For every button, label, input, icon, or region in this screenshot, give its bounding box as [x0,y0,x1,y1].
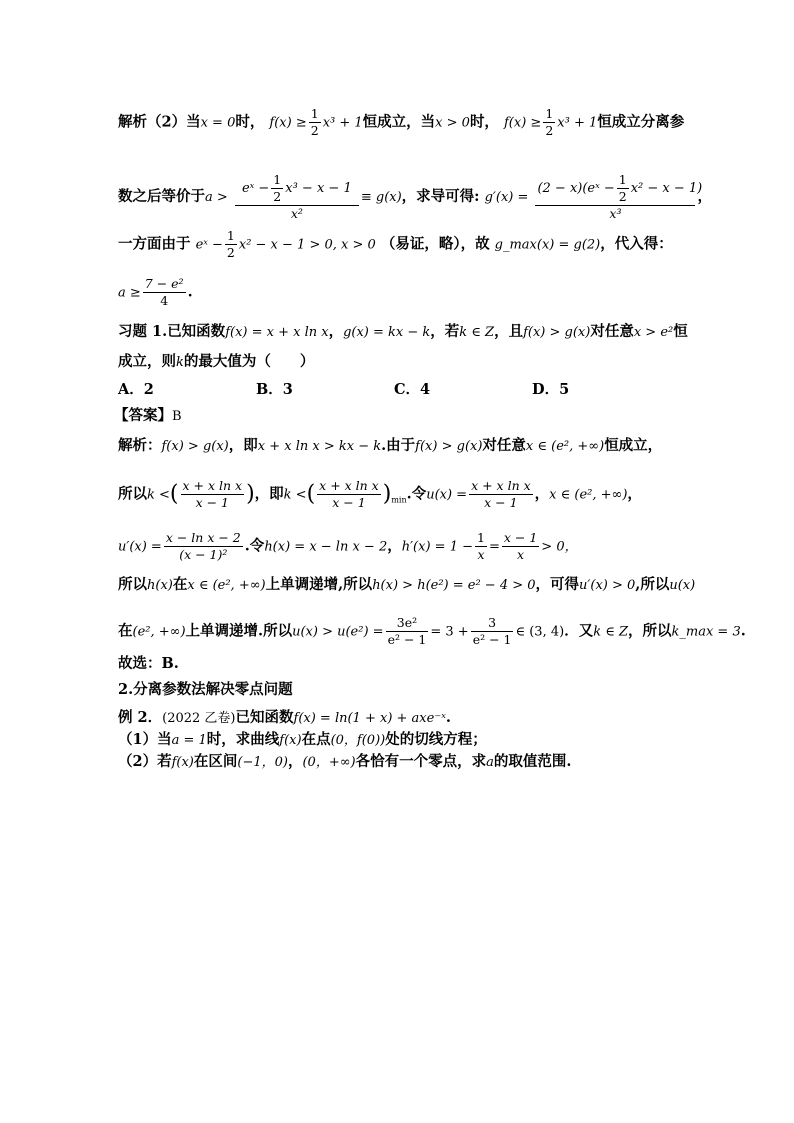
text: 数之后等价于 [118,188,205,205]
text: ,所以 [338,576,373,593]
answer-label: 【答案】 [114,407,172,424]
fraction-g-prime [535,172,703,222]
fraction-denominator: x³ [609,206,622,221]
fraction-denominator: 2 [545,123,554,138]
math: x ∈ (e², +∞) [187,578,266,593]
text: ， [287,753,303,770]
text: 在区间 [193,753,238,770]
fraction-denominator: 2 [226,245,235,260]
text: ．又 [564,622,594,640]
text: ， [697,188,712,205]
math: u(x) > u(e²) = [292,624,384,640]
text: 所以 [118,485,147,503]
math: h(x) [147,578,173,593]
text: ， [627,485,642,503]
paren-close: ) [382,481,392,507]
text: 各恰有一个零点，求 [355,753,487,770]
paren-open: ( [169,481,179,507]
text: .令 [244,537,265,555]
analysis-line-3 [118,228,673,261]
solution-label: 解析： [118,437,162,454]
fraction [502,530,539,563]
text: 的取值范围. [493,753,572,770]
math: f(x) > g(x) [415,439,483,454]
math: u′(x) = [118,539,162,555]
text: 成立，则 [118,353,176,370]
fraction [181,478,245,511]
analysis-label: 解析（2） [118,113,187,131]
text: ，代入得： [600,235,673,253]
math: > 0， [541,539,578,555]
solution-line-3 [118,530,578,563]
math: f(x) [171,755,194,770]
text: ， [387,537,402,555]
fraction-numerator: x − ln x − 2 [165,530,241,545]
text: 时，求曲线 [206,731,280,748]
text: .由于 [381,437,416,454]
fraction-numerator: 1 [618,172,627,187]
math: u′(x) > 0 [579,578,636,593]
text: 恒成立， [604,437,663,454]
text: 时， [469,113,499,131]
example-question-1 [118,730,487,751]
math-x-gt-0: x > 0 [435,115,470,131]
text: . [187,283,193,301]
math-fx: f(x) = x + x ln x [225,325,329,340]
fraction-half [617,172,629,205]
text: 所以 [118,576,147,593]
fraction-denominator: (x − 1)² [179,547,228,562]
math: = [488,539,500,555]
fraction-numerator [235,172,359,206]
fraction [469,478,533,511]
text: 上单调递增 [265,576,339,593]
example-line-1 [118,708,451,729]
text: 已知函数 [167,323,226,340]
fraction-half [225,228,237,261]
fraction-numerator: 1 [545,106,554,121]
paren-open: ( [306,481,316,507]
text: 在 [172,576,188,593]
math: ∈ (3, 4) [515,624,565,640]
math: x² − x − 1) [630,181,703,196]
fraction-denominator: x [517,547,525,562]
math-f-gt-g: f(x) > g(x) [523,325,591,340]
math: k < [147,487,170,503]
text: 在点 [301,731,331,748]
solution-line-4 [118,575,695,596]
text: . [740,622,746,640]
fraction [475,530,487,563]
option-a: A．2 [118,381,154,398]
math: k ∈ Z [593,624,629,640]
text: （1）当 [118,731,172,748]
text: 在 [118,622,133,640]
text: ，可得 [535,576,580,593]
text: 的最大值为（ ） [183,353,315,370]
option-b: B．3 [256,381,293,398]
math: u(x) [669,578,696,593]
text: 恒 [673,323,688,340]
fraction-denominator: 2 [618,189,627,204]
answer-line [114,406,182,427]
fraction-numerator: 3e² [386,615,429,632]
options-row [118,380,569,400]
math-gx: g(x) = kx − k [343,325,431,340]
math-g-prime: g′(x) = [484,190,529,205]
fraction-denominator: x [477,547,485,562]
solution-line-2 [118,478,642,511]
math-f-ge: f(x) ≥ [269,115,307,131]
fraction-denominator: x − 1 [195,495,229,510]
math: x ∈ (e², +∞) [525,439,605,454]
math: x² − x − 1 > 0, x > 0 [238,237,376,253]
exercise-line-1 [118,322,688,343]
fraction-denominator: e² − 1 [387,632,427,647]
math-equiv-g: ≡ g(x) [360,190,402,205]
fraction-denominator: 4 [160,293,169,308]
analysis-line-2 [118,172,712,222]
math: h′(x) = 1 − [401,539,473,555]
fraction-denominator: 2 [310,123,319,138]
fraction-numerator: x + x ln x [319,478,379,493]
text: 一方面由于 [118,235,191,253]
exercise-line-2 [118,352,314,373]
answer-value: B [172,409,182,424]
math: = 3 + [430,624,469,640]
example-label: 例 2． [118,709,163,726]
math-x3-plus-1: x³ + 1 [322,115,363,131]
math: a [486,755,494,770]
text: ， [328,323,344,340]
fraction-half [543,106,555,139]
math: k < [283,487,307,503]
math: f(x) [279,733,302,748]
text: ,所以 [635,576,670,593]
math-f-ge: f(x) ≥ [504,115,542,131]
fraction-numerator: 1 [273,172,282,187]
math: (e², +∞) [132,624,186,640]
text: （易证，略），故 [380,235,490,253]
math-x3-plus-1: x³ + 1 [557,115,598,131]
fraction-numerator [535,172,703,206]
fraction [471,615,514,648]
text: （2）若 [118,753,172,770]
text: 当 [186,113,201,131]
math: eˣ − [241,181,270,196]
text: 处的切线方程； [385,731,487,748]
text: ，求导可得: [401,188,480,205]
solution-line-1 [118,436,662,457]
solution-choose: 故选：B. [118,655,179,672]
text: 对任意 [482,437,526,454]
fraction-numerator: 3 [471,615,514,632]
fraction [164,530,243,563]
math-a-ge: a ≥ [118,285,141,301]
math: (0，f(0)) [330,733,386,748]
fraction-denominator: x − 1 [332,495,366,510]
fraction-denominator: x − 1 [484,495,518,510]
solution-line-5 [118,615,746,648]
text: 恒成立分离参 [597,113,685,131]
analysis-line-1 [118,106,684,139]
math-x-equals-0: x = 0 [200,115,236,131]
math: k_max = 3 [671,624,741,640]
math: x ∈ (e², +∞) [549,487,628,503]
math: x³ − x − 1 [285,181,352,196]
fraction-numerator: x + x ln x [471,478,531,493]
math: h(x) = x − ln x − 2 [264,539,388,555]
subscript-min: min [391,495,407,505]
fraction-g [235,172,359,222]
example-source: (2022 乙卷) [162,711,236,726]
text: 恒成立，当 [362,113,436,131]
fraction-denominator: 2 [273,189,282,204]
math: a = 1 [171,733,207,748]
fraction-numerator: 1 [310,106,319,121]
text: ，即 [254,485,284,503]
exercise-label: 习题 1. [118,323,168,340]
text: .令 [406,485,427,503]
fraction [386,615,429,648]
math: h(x) > h(e²) = e² − 4 > 0 [372,578,536,593]
text: ，若 [430,323,460,340]
option-d: D．5 [532,381,570,398]
fraction-denominator: e² − 1 [472,632,512,647]
fraction-numerator: 1 [477,530,485,545]
option-c: C．4 [394,381,431,398]
text: ， [534,485,550,503]
analysis-line-4 [118,276,193,309]
math: (2 − x)(eˣ − [537,181,615,196]
paren-close: ) [246,481,255,507]
math: x + x ln x > kx − k [257,439,382,454]
fraction-numerator: x + x ln x [182,478,243,493]
text: ，且 [494,323,524,340]
fraction-half [271,172,283,205]
text: 对任意 [590,323,634,340]
math: f(x) = ln(1 + x) + axe⁻ˣ [293,711,446,726]
math: eˣ − [195,237,223,253]
example-question-2 [118,752,571,773]
math-g-max: g_max(x) = g(2) [494,237,601,253]
text: 上单调递增.所以 [185,622,293,640]
math-x-gt-e2: x > e² [633,325,674,340]
fraction-result [143,276,186,309]
math: (−1，0) [237,755,288,770]
fraction [317,478,381,511]
text: ，即 [228,437,258,454]
text: 时， [235,113,265,131]
math-k: k [176,355,184,370]
math: u(x) = [426,487,468,503]
math-a-gt: a > [205,190,228,205]
fraction-half [309,106,321,139]
fraction-numerator: x − 1 [503,530,538,545]
fraction-numerator: 1 [226,228,235,243]
math: (0，+∞) [302,755,356,770]
text: ，所以 [628,622,672,640]
fraction-denominator: x² [290,206,303,221]
fraction-numerator: 7 − e² [144,276,184,291]
math: f(x) > g(x) [161,439,229,454]
text: . [445,709,451,726]
math-k-in-z: k ∈ Z [459,325,495,340]
text: 已知函数 [235,709,294,726]
section-title: 2.分离参数法解决零点问题 [118,681,293,698]
